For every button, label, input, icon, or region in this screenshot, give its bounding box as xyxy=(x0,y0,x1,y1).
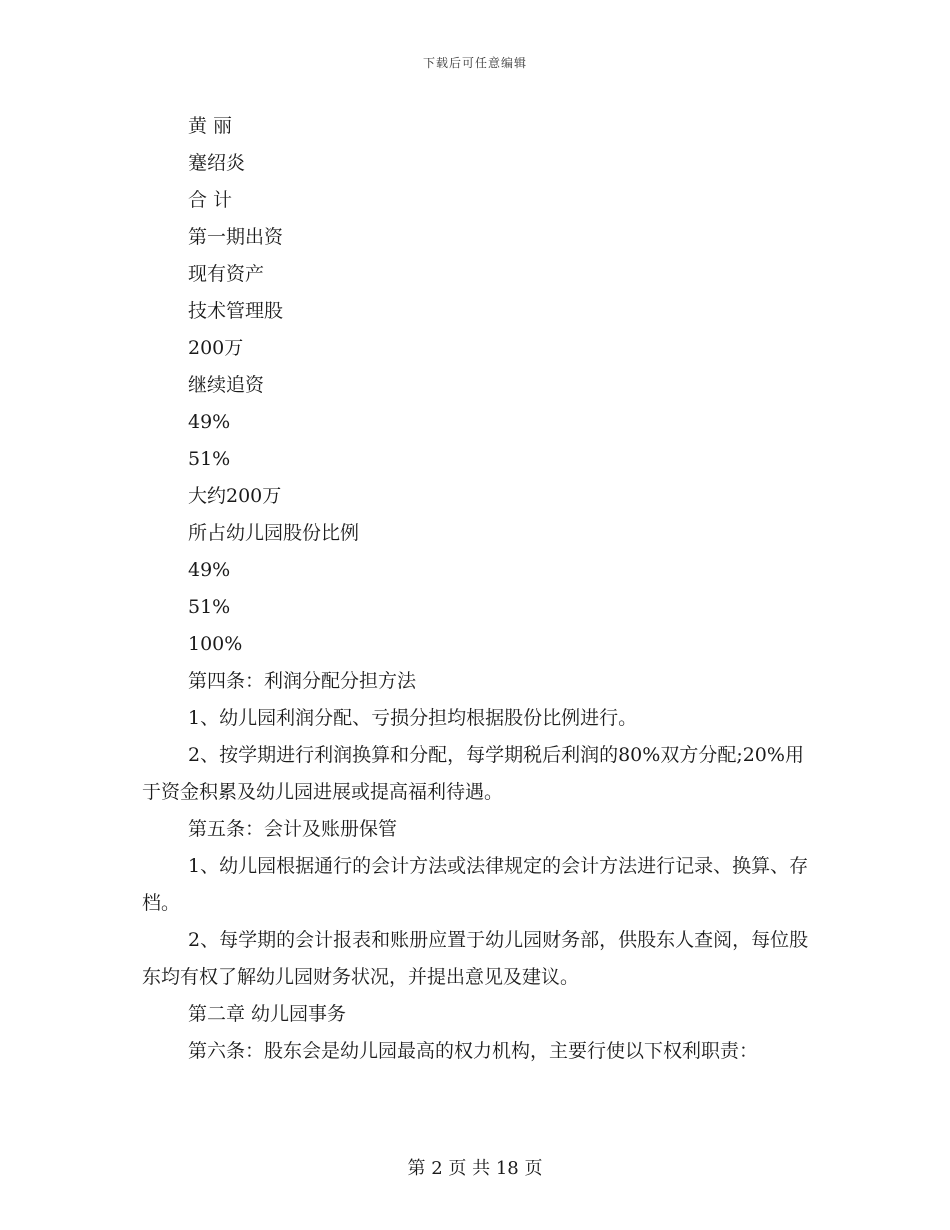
text-line: 大约200万 xyxy=(188,485,282,507)
text-line: 继续追资 xyxy=(188,374,265,396)
paragraph: 1、幼儿园根据通行的会计方法或法律规定的会计方法进行记录、换算、存档。 xyxy=(142,855,809,914)
text-line: 蹇绍炎 xyxy=(188,152,246,174)
header-note: 下载后可任意编辑 xyxy=(422,56,527,70)
document-body xyxy=(142,108,812,1070)
text-line: 黄 丽 xyxy=(188,115,233,137)
text-line: 51% xyxy=(188,596,231,618)
text-line: 100% xyxy=(188,633,243,655)
text-line: 合 计 xyxy=(188,189,233,211)
text-line: 49% xyxy=(188,411,231,433)
chapter-heading: 第二章 幼儿园事务 xyxy=(188,1003,347,1025)
paragraph: 2、按学期进行利润换算和分配，每学期税后利润的80%双方分配;20%用于资金积累及幼儿园进展或提高福利待遇。 xyxy=(142,744,804,803)
text-line: 1、幼儿园利润分配、亏损分担均根据股份比例进行。 xyxy=(188,707,638,729)
paragraph: 第六条：股东会是幼儿园最高的权力机构，主要行使以下权利职责： xyxy=(188,1040,759,1062)
text-line: 所占幼儿园股份比例 xyxy=(188,522,360,544)
text-line: 49% xyxy=(188,559,231,581)
paragraph: 2、每学期的会计报表和账册应置于幼儿园财务部，供股东人查阅，每位股东均有权了解幼儿园财务状况，并提出意见及建议。 xyxy=(142,929,809,988)
text-line: 现有资产 xyxy=(188,263,265,285)
section-heading: 第五条：会计及账册保管 xyxy=(188,818,398,840)
text-line: 200万 xyxy=(188,337,244,359)
page-number: 第 2 页 共 18 页 xyxy=(407,1158,543,1179)
text-line: 51% xyxy=(188,448,231,470)
text-line: 技术管理股 xyxy=(188,300,284,322)
text-line: 第一期出资 xyxy=(188,226,284,248)
section-heading: 第四条：利润分配分担方法 xyxy=(188,670,417,692)
